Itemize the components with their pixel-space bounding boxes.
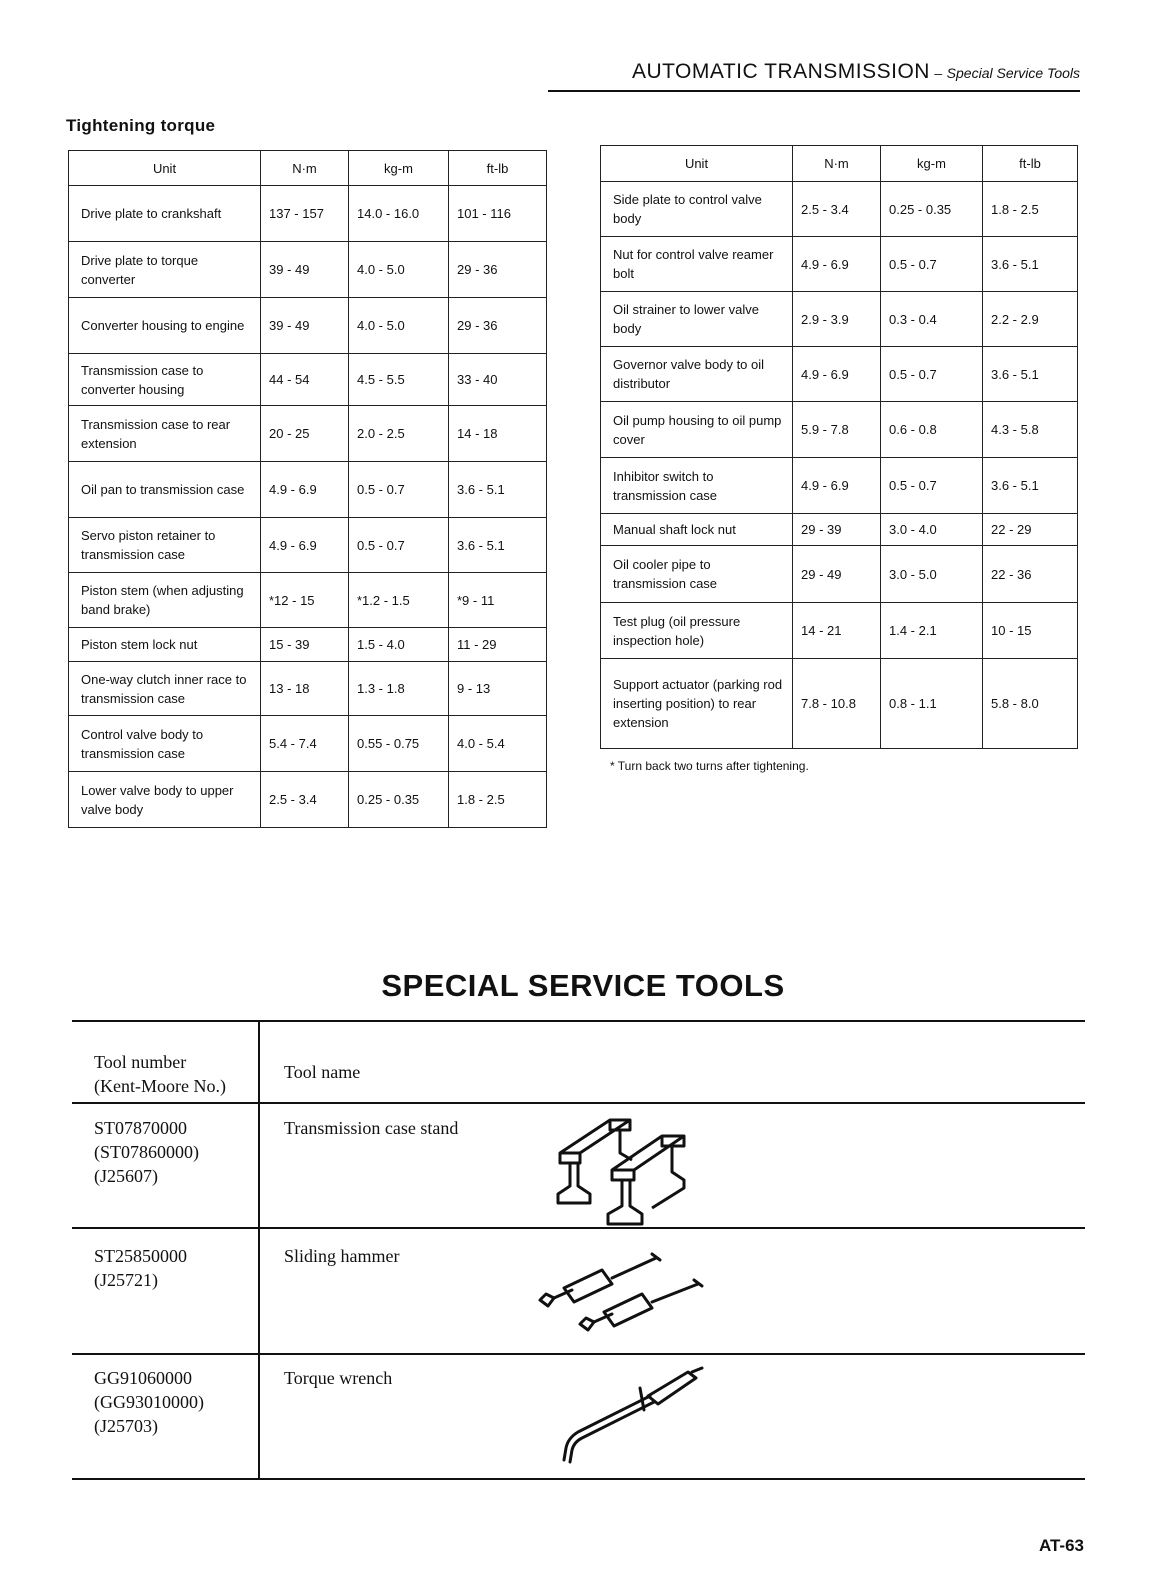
table-row [69,406,547,462]
nm-cell: 4.9 - 6.9 [261,462,349,518]
nm-cell: 5.4 - 7.4 [261,716,349,772]
nm-cell: 7.8 - 10.8 [793,659,881,749]
item-cell: Governor valve body to oil distributor [601,347,793,402]
item-cell: Piston stem lock nut [69,628,261,662]
ftlb-cell: 33 - 40 [449,354,547,406]
item-cell: Control valve body to transmission case [69,716,261,772]
section-title: AUTOMATIC TRANSMISSION [631,60,930,83]
table-row [69,772,547,828]
ftlb-cell: 11 - 29 [449,628,547,662]
item-cell: One-way clutch inner race to transmission case [69,662,261,716]
col-kgm: kg-m [881,146,983,182]
kgm-cell: 0.5 - 0.7 [349,518,449,573]
tool-number-cell [94,1244,187,1292]
tool-number: (GG93010000) [94,1392,204,1412]
nm-cell: 39 - 49 [261,298,349,354]
col-unit: Unit [69,151,261,186]
table-row [69,716,547,772]
item-cell: Nut for control valve reamer bolt [601,237,793,292]
table-header-row [601,146,1078,182]
table-top-rule [72,1020,1085,1022]
nm-cell: 15 - 39 [261,628,349,662]
tool-number-cell [94,1366,204,1438]
kgm-cell: 2.0 - 2.5 [349,406,449,462]
tool-number: (J25703) [94,1416,158,1436]
table-row [601,347,1078,402]
item-cell: Oil pump housing to oil pump cover [601,402,793,458]
tool-name: Transmission case stand [284,1118,459,1138]
table-header-row [69,151,547,186]
table-bottom-rule [72,1478,1085,1480]
item-cell: Lower valve body to upper valve body [69,772,261,828]
kgm-cell: 0.5 - 0.7 [881,237,983,292]
item-cell: Test plug (oil pressure inspection hole) [601,603,793,659]
table-row [601,659,1078,749]
ftlb-cell: 29 - 36 [449,298,547,354]
tools-table [72,1020,1085,1480]
nm-cell: 29 - 39 [793,514,881,546]
ftlb-cell: 22 - 29 [983,514,1078,546]
table-row [69,242,547,298]
ftlb-cell: 3.6 - 5.1 [983,237,1078,292]
col-header-tool-number [94,1050,226,1098]
tool-number: (J25721) [94,1270,158,1290]
kgm-cell: 0.5 - 0.7 [881,347,983,402]
torque-heading: Tightening torque [66,116,216,135]
tool-name: Sliding hammer [284,1246,400,1266]
col-kgm: kg-m [349,151,449,186]
table-row [601,237,1078,292]
ftlb-cell: 4.3 - 5.8 [983,402,1078,458]
table-row [601,402,1078,458]
item-cell: Transmission case to rear extension [69,406,261,462]
torque-wrench-drawing [556,1364,716,1466]
tool-number: ST25850000 [94,1246,188,1266]
kgm-cell: 3.0 - 5.0 [881,546,983,603]
nm-cell: 5.9 - 7.8 [793,402,881,458]
kgm-cell: 4.0 - 5.0 [349,298,449,354]
table-row [601,546,1078,603]
table-row [601,603,1078,659]
col-header-tool-name: Tool name [284,1062,361,1082]
kgm-cell: 0.5 - 0.7 [881,458,983,514]
table-row [69,518,547,573]
ftlb-cell: 4.0 - 5.4 [449,716,547,772]
ftlb-cell: 101 - 116 [449,186,547,242]
nm-cell: 4.9 - 6.9 [261,518,349,573]
torque-footnote: * Turn back two turns after tightening. [610,759,809,773]
tool-number-label: Tool number [94,1052,187,1072]
kgm-cell: 0.25 - 0.35 [881,182,983,237]
nm-cell: 13 - 18 [261,662,349,716]
item-cell: Drive plate to torque converter [69,242,261,298]
subsection-title: Special Service Tools [946,65,1080,81]
nm-cell: 29 - 49 [793,546,881,603]
tool-number: GG91060000 [94,1368,192,1388]
ftlb-cell: 5.8 - 8.0 [983,659,1078,749]
nm-cell: 20 - 25 [261,406,349,462]
table-row [69,628,547,662]
col-nm: N·m [793,146,881,182]
kgm-cell: 0.3 - 0.4 [881,292,983,347]
ftlb-cell: 10 - 15 [983,603,1078,659]
header-bottom-rule [72,1102,1085,1104]
ftlb-cell: 3.6 - 5.1 [449,518,547,573]
nm-cell: *12 - 15 [261,573,349,628]
col-unit: Unit [601,146,793,182]
tool-number-cell [94,1116,199,1188]
page-header [548,60,1080,90]
sliding-hammer-drawing [532,1250,712,1336]
kent-moore-label: (Kent-Moore No.) [94,1076,226,1096]
item-cell: Drive plate to crankshaft [69,186,261,242]
item-cell: Support actuator (parking rod inserting position) to rear extension [601,659,793,749]
kgm-cell: 0.55 - 0.75 [349,716,449,772]
table-row [69,186,547,242]
nm-cell: 4.9 - 6.9 [793,237,881,292]
page-number: AT-63 [1038,1536,1084,1555]
ftlb-cell: 14 - 18 [449,406,547,462]
kgm-cell: 1.4 - 2.1 [881,603,983,659]
tool-number: (J25607) [94,1166,158,1186]
item-cell: Oil cooler pipe to transmission case [601,546,793,603]
row-divider [72,1353,1085,1355]
kgm-cell: 1.5 - 4.0 [349,628,449,662]
table-row [601,458,1078,514]
torque-table-left [68,150,547,828]
item-cell: Oil pan to transmission case [69,462,261,518]
transmission-case-stand-drawing [548,1108,708,1228]
nm-cell: 39 - 49 [261,242,349,298]
table-row [69,354,547,406]
tool-name: Torque wrench [284,1368,393,1388]
kgm-cell: 0.25 - 0.35 [349,772,449,828]
ftlb-cell: *9 - 11 [449,573,547,628]
kgm-cell: 4.5 - 5.5 [349,354,449,406]
item-cell: Converter housing to engine [69,298,261,354]
tool-number: (ST07860000) [94,1142,199,1162]
item-cell: Inhibitor switch to transmission case [601,458,793,514]
ftlb-cell: 22 - 36 [983,546,1078,603]
nm-cell: 4.9 - 6.9 [793,347,881,402]
item-cell: Manual shaft lock nut [601,514,793,546]
item-cell: Side plate to control valve body [601,182,793,237]
kgm-cell: 0.8 - 1.1 [881,659,983,749]
kgm-cell: *1.2 - 1.5 [349,573,449,628]
torque-table-right [600,145,1078,749]
table-row [69,298,547,354]
nm-cell: 137 - 157 [261,186,349,242]
nm-cell: 2.5 - 3.4 [261,772,349,828]
nm-cell: 4.9 - 6.9 [793,458,881,514]
ftlb-cell: 2.2 - 2.9 [983,292,1078,347]
column-divider [258,1020,260,1480]
col-nm: N·m [261,151,349,186]
nm-cell: 14 - 21 [793,603,881,659]
item-cell: Oil strainer to lower valve body [601,292,793,347]
header-separator: – [934,65,943,81]
col-ftlb: ft-lb [449,151,547,186]
kgm-cell: 3.0 - 4.0 [881,514,983,546]
header-rule [548,90,1080,92]
item-cell: Transmission case to converter housing [69,354,261,406]
ftlb-cell: 3.6 - 5.1 [983,347,1078,402]
kgm-cell: 14.0 - 16.0 [349,186,449,242]
ftlb-cell: 29 - 36 [449,242,547,298]
table-row [69,573,547,628]
nm-cell: 2.9 - 3.9 [793,292,881,347]
table-row [601,182,1078,237]
item-cell: Piston stem (when adjusting band brake) [69,573,261,628]
special-service-tools-title: SPECIAL SERVICE TOOLS [381,968,785,1003]
ftlb-cell: 9 - 13 [449,662,547,716]
table-row [601,292,1078,347]
table-row [601,514,1078,546]
nm-cell: 2.5 - 3.4 [793,182,881,237]
item-cell: Servo piston retainer to transmission case [69,518,261,573]
col-ftlb: ft-lb [983,146,1078,182]
kgm-cell: 0.5 - 0.7 [349,462,449,518]
kgm-cell: 4.0 - 5.0 [349,242,449,298]
nm-cell: 44 - 54 [261,354,349,406]
ftlb-cell: 1.8 - 2.5 [983,182,1078,237]
kgm-cell: 1.3 - 1.8 [349,662,449,716]
table-row [69,662,547,716]
ftlb-cell: 3.6 - 5.1 [449,462,547,518]
ftlb-cell: 1.8 - 2.5 [449,772,547,828]
kgm-cell: 0.6 - 0.8 [881,402,983,458]
table-row [69,462,547,518]
tool-number: ST07870000 [94,1118,188,1138]
ftlb-cell: 3.6 - 5.1 [983,458,1078,514]
